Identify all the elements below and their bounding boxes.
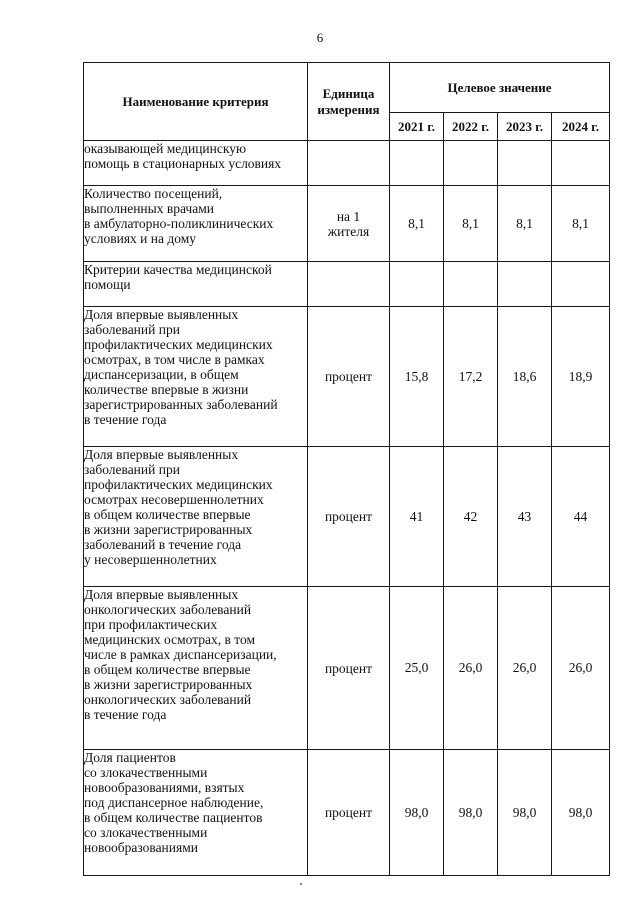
value-2024 [552,262,610,307]
header-criterion: Наименование критерия [84,63,308,141]
table-row [84,587,610,750]
value-2023: 26,0 [498,587,552,750]
value-2021: 98,0 [390,750,444,876]
header-target: Целевое значение [390,63,610,113]
value-2022 [444,262,498,307]
value-2023 [498,262,552,307]
criterion-unit: процент [308,307,390,447]
value-2022: 26,0 [444,587,498,750]
header-year: 2021 г. [390,113,444,141]
header-unit: Единица измерения [308,63,390,141]
table-row [84,141,610,186]
value-2024: 44 [552,447,610,587]
criterion-name: Критерии качества медицинской помощи [84,262,308,307]
table-header-row [84,63,610,113]
value-2023: 98,0 [498,750,552,876]
scan-speck [300,883,302,885]
header-year: 2022 г. [444,113,498,141]
header-year: 2024 г. [552,113,610,141]
table-row [84,262,610,307]
criterion-unit: процент [308,587,390,750]
criterion-unit [308,141,390,186]
value-2023: 18,6 [498,307,552,447]
value-2021 [390,262,444,307]
page-number: 6 [316,30,324,45]
criterion-unit: процент [308,447,390,587]
criterion-name: Доля впервые выявленных онкологических заболеваний при профилактических медицинских осмотрах, в том числе в рамках диспансеризации, в общем количестве впервые в жизни зарегистрированных онкологических заболеваний в течение года [84,587,308,750]
criterion-unit: на 1 жителя [308,186,390,262]
criterion-unit: процент [308,750,390,876]
value-2023: 8,1 [498,186,552,262]
value-2022: 17,2 [444,307,498,447]
value-2022: 8,1 [444,186,498,262]
value-2022: 98,0 [444,750,498,876]
criterion-name: оказывающей медицинскую помощь в стационарных условиях [84,141,308,186]
value-2021 [390,141,444,186]
value-2022 [444,141,498,186]
value-2023 [498,141,552,186]
value-2021: 8,1 [390,186,444,262]
value-2024: 98,0 [552,750,610,876]
criterion-unit [308,262,390,307]
value-2021: 25,0 [390,587,444,750]
value-2021: 15,8 [390,307,444,447]
table-row [84,186,610,262]
table-row [84,750,610,876]
header-year: 2023 г. [498,113,552,141]
value-2021: 41 [390,447,444,587]
value-2024: 26,0 [552,587,610,750]
criterion-name: Доля впервые выявленных заболеваний при профилактических медицинских осмотрах несовершеннолетних в общем количестве впервые в жизни зарегистрированных заболеваний в течение года у несовершеннолетних [84,447,308,587]
value-2023: 43 [498,447,552,587]
value-2024: 8,1 [552,186,610,262]
table-row [84,307,610,447]
value-2024: 18,9 [552,307,610,447]
value-2024 [552,141,610,186]
criterion-name: Количество посещений, выполненных врачами в амбулаторно-поликлинических условиях и на дому [84,186,308,262]
criterion-name: Доля пациентов со злокачественными новообразованиями, взятых под диспансерное наблюдение, в общем количестве пациентов со злокачественными новообразованиями [84,750,308,876]
criteria-table [83,62,610,876]
value-2022: 42 [444,447,498,587]
criterion-name: Доля впервые выявленных заболеваний при профилактических медицинских осмотрах, в том числе в рамках диспансеризации, в общем количестве впервые в жизни зарегистрированных заболеваний в течение года [84,307,308,447]
table-row [84,447,610,587]
